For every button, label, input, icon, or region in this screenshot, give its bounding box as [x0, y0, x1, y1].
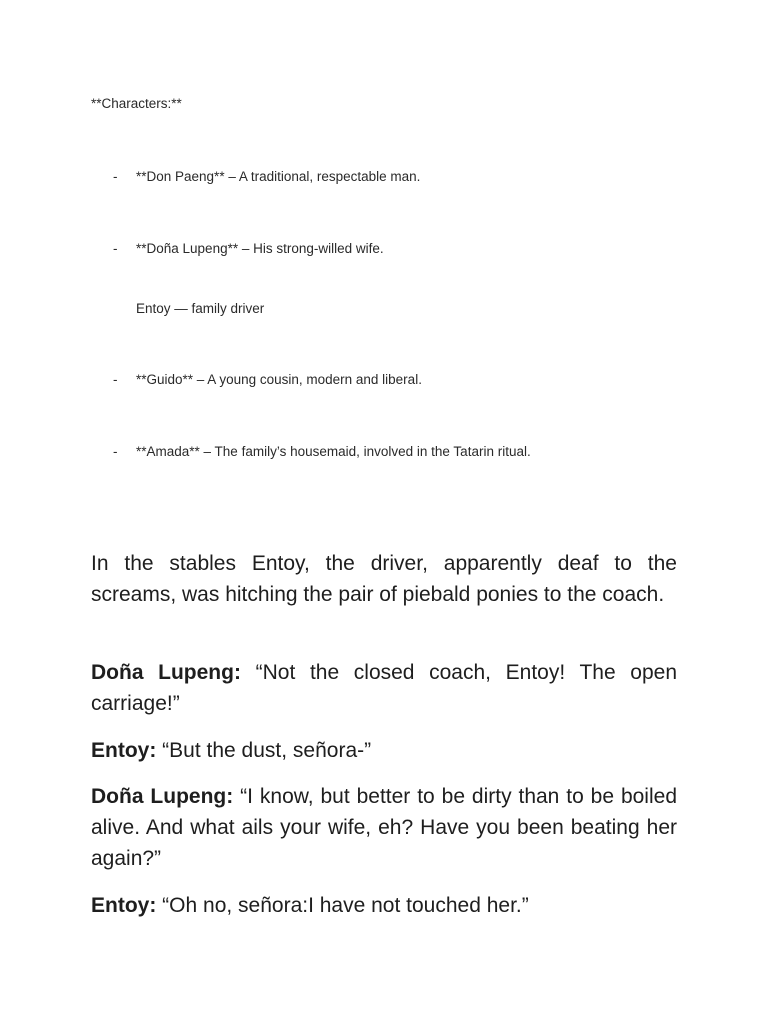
character-guido: **Guido** – A young cousin, modern and liberal. — [136, 372, 422, 387]
character-dona-lupeng: **Doña Lupeng** – His strong-willed wife. — [136, 241, 384, 256]
character-entoy: Entoy — family driver — [136, 301, 265, 316]
dialogue-line — [91, 781, 677, 874]
dialogue-text: “I know, but better to be dirty than to be boiled alive. And what ails your wife, eh? Have you been beating her again?” — [91, 785, 677, 870]
narration-paragraph: In the stables Entoy, the driver, apparently deaf to the screams, was hitching the pair of piebald ponies to the coach. — [91, 552, 677, 606]
dialogue-line — [91, 657, 677, 719]
dialogue-text: “But the dust, señora-” — [162, 739, 372, 762]
dialogue-line — [91, 890, 677, 921]
dialogue-line — [91, 735, 677, 766]
list-dash: - — [113, 241, 118, 256]
character-amada: **Amada** – The family’s housemaid, involved in the Tatarin ritual. — [136, 444, 531, 459]
list-dash: - — [113, 372, 118, 387]
character-don-paeng: **Don Paeng** – A traditional, respectable man. — [136, 169, 421, 184]
dialogue-text: “Oh no, señora:I have not touched her.” — [162, 894, 529, 917]
speaker-name: Entoy: — [91, 739, 157, 762]
dialogue-text: “Not the closed coach, Entoy! The open carriage!” — [91, 661, 677, 715]
list-dash: - — [113, 169, 118, 184]
list-dash: - — [113, 444, 118, 459]
speaker-name: Doña Lupeng: — [91, 661, 241, 684]
speaker-name: Doña Lupeng: — [91, 785, 234, 808]
characters-heading: **Characters:** — [91, 96, 182, 111]
speaker-name: Entoy: — [91, 894, 157, 917]
